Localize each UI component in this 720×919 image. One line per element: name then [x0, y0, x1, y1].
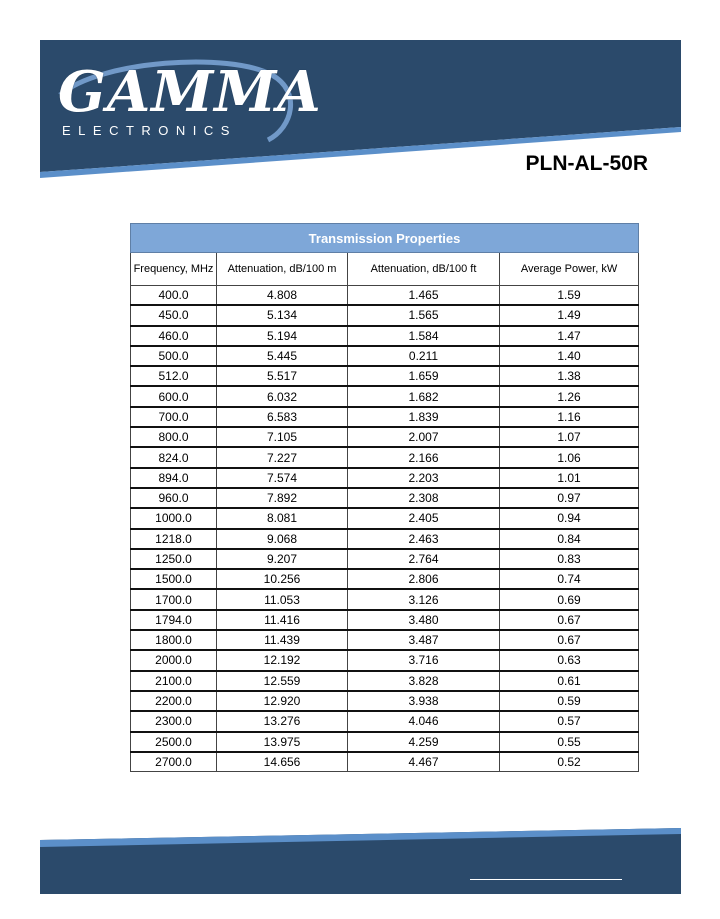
attenuation-m-cell: 8.081: [217, 508, 348, 528]
table-row: [131, 488, 639, 508]
table-row: [131, 427, 639, 447]
average-power-cell: 1.06: [500, 447, 639, 467]
attenuation-m-cell: 11.439: [217, 630, 348, 650]
frequency-cell: 600.0: [131, 386, 217, 406]
attenuation-ft-cell: 2.463: [348, 529, 500, 549]
table-row: [131, 650, 639, 670]
table-row: [131, 386, 639, 406]
frequency-cell: 960.0: [131, 488, 217, 508]
attenuation-ft-cell: 0.211: [348, 346, 500, 366]
attenuation-ft-cell: 2.203: [348, 468, 500, 488]
average-power-cell: 0.94: [500, 508, 639, 528]
column-header-average-power: Average Power, kW: [500, 253, 639, 286]
frequency-cell: 2000.0: [131, 650, 217, 670]
attenuation-ft-cell: 2.166: [348, 447, 500, 467]
frequency-cell: 1794.0: [131, 610, 217, 630]
frequency-cell: 700.0: [131, 407, 217, 427]
column-header-attenuation-m: Attenuation, dB/100 m: [217, 253, 348, 286]
attenuation-m-cell: 11.416: [217, 610, 348, 630]
frequency-cell: 824.0: [131, 447, 217, 467]
attenuation-m-cell: 11.053: [217, 589, 348, 609]
table-row: [131, 286, 639, 306]
average-power-cell: 0.67: [500, 610, 639, 630]
average-power-cell: 0.55: [500, 732, 639, 752]
attenuation-ft-cell: 3.938: [348, 691, 500, 711]
attenuation-ft-cell: 1.659: [348, 366, 500, 386]
column-header-attenuation-ft: Attenuation, dB/100 ft: [348, 253, 500, 286]
frequency-cell: 2200.0: [131, 691, 217, 711]
average-power-cell: 0.74: [500, 569, 639, 589]
frequency-cell: 400.0: [131, 286, 217, 306]
table-row: [131, 630, 639, 650]
frequency-cell: 1800.0: [131, 630, 217, 650]
frequency-cell: 2100.0: [131, 671, 217, 691]
table-row: [131, 691, 639, 711]
frequency-cell: 512.0: [131, 366, 217, 386]
average-power-cell: 0.57: [500, 711, 639, 731]
average-power-cell: 0.84: [500, 529, 639, 549]
attenuation-m-cell: 5.517: [217, 366, 348, 386]
attenuation-m-cell: 5.134: [217, 305, 348, 325]
attenuation-m-cell: 5.445: [217, 346, 348, 366]
average-power-cell: 0.83: [500, 549, 639, 569]
attenuation-ft-cell: 2.764: [348, 549, 500, 569]
frequency-cell: 1500.0: [131, 569, 217, 589]
table-row: [131, 326, 639, 346]
attenuation-ft-cell: 1.584: [348, 326, 500, 346]
table-row: [131, 346, 639, 366]
attenuation-m-cell: 12.920: [217, 691, 348, 711]
table-row: [131, 671, 639, 691]
attenuation-ft-cell: 2.405: [348, 508, 500, 528]
attenuation-m-cell: 4.808: [217, 286, 348, 306]
attenuation-m-cell: 13.276: [217, 711, 348, 731]
average-power-cell: 0.52: [500, 752, 639, 772]
attenuation-m-cell: 9.207: [217, 549, 348, 569]
attenuation-ft-cell: 3.480: [348, 610, 500, 630]
product-code: PLN-AL-50R: [525, 152, 648, 175]
column-header-frequency: Frequency, MHz: [131, 253, 217, 286]
frequency-cell: 500.0: [131, 346, 217, 366]
average-power-cell: 1.07: [500, 427, 639, 447]
attenuation-ft-cell: 4.259: [348, 732, 500, 752]
footer-banner: [40, 826, 681, 894]
attenuation-m-cell: 9.068: [217, 529, 348, 549]
attenuation-ft-cell: 1.565: [348, 305, 500, 325]
attenuation-ft-cell: 3.716: [348, 650, 500, 670]
attenuation-m-cell: 7.105: [217, 427, 348, 447]
average-power-cell: 0.59: [500, 691, 639, 711]
brand-logo: GAMMA: [58, 59, 322, 125]
frequency-cell: 2500.0: [131, 732, 217, 752]
attenuation-ft-cell: 4.467: [348, 752, 500, 772]
attenuation-ft-cell: 2.806: [348, 569, 500, 589]
table-row: [131, 549, 639, 569]
average-power-cell: 1.01: [500, 468, 639, 488]
attenuation-m-cell: 5.194: [217, 326, 348, 346]
table-row: [131, 508, 639, 528]
attenuation-m-cell: 6.583: [217, 407, 348, 427]
attenuation-ft-cell: 3.828: [348, 671, 500, 691]
frequency-cell: 460.0: [131, 326, 217, 346]
table-row: [131, 305, 639, 325]
table-row: [131, 468, 639, 488]
average-power-cell: 1.47: [500, 326, 639, 346]
average-power-cell: 1.59: [500, 286, 639, 306]
table-row: [131, 569, 639, 589]
average-power-cell: 1.40: [500, 346, 639, 366]
frequency-cell: 800.0: [131, 427, 217, 447]
table-row: [131, 711, 639, 731]
attenuation-m-cell: 12.559: [217, 671, 348, 691]
footer-divider: [470, 879, 622, 880]
average-power-cell: 1.38: [500, 366, 639, 386]
frequency-cell: 2300.0: [131, 711, 217, 731]
table-row: [131, 610, 639, 630]
attenuation-ft-cell: 2.007: [348, 427, 500, 447]
attenuation-m-cell: 7.574: [217, 468, 348, 488]
frequency-cell: 1700.0: [131, 589, 217, 609]
table-row: [131, 366, 639, 386]
average-power-cell: 0.69: [500, 589, 639, 609]
attenuation-ft-cell: 1.682: [348, 386, 500, 406]
frequency-cell: 2700.0: [131, 752, 217, 772]
average-power-cell: 1.49: [500, 305, 639, 325]
attenuation-ft-cell: 3.126: [348, 589, 500, 609]
attenuation-m-cell: 7.892: [217, 488, 348, 508]
attenuation-ft-cell: 2.308: [348, 488, 500, 508]
attenuation-m-cell: 7.227: [217, 447, 348, 467]
attenuation-m-cell: 6.032: [217, 386, 348, 406]
attenuation-ft-cell: 3.487: [348, 630, 500, 650]
average-power-cell: 0.97: [500, 488, 639, 508]
average-power-cell: 1.26: [500, 386, 639, 406]
frequency-cell: 1000.0: [131, 508, 217, 528]
attenuation-ft-cell: 1.839: [348, 407, 500, 427]
table-row: [131, 732, 639, 752]
transmission-properties-table: [130, 223, 638, 772]
table-row: [131, 447, 639, 467]
average-power-cell: 0.63: [500, 650, 639, 670]
frequency-cell: 1218.0: [131, 529, 217, 549]
table-row: [131, 407, 639, 427]
attenuation-ft-cell: 4.046: [348, 711, 500, 731]
attenuation-m-cell: 10.256: [217, 569, 348, 589]
average-power-cell: 1.16: [500, 407, 639, 427]
table-row: [131, 529, 639, 549]
frequency-cell: 894.0: [131, 468, 217, 488]
table-row: [131, 752, 639, 772]
table-body: [131, 286, 639, 772]
table-title: Transmission Properties: [131, 224, 639, 253]
attenuation-m-cell: 14.656: [217, 752, 348, 772]
attenuation-ft-cell: 1.465: [348, 286, 500, 306]
attenuation-m-cell: 12.192: [217, 650, 348, 670]
brand-subtitle: ELECTRONICS: [62, 123, 237, 138]
frequency-cell: 450.0: [131, 305, 217, 325]
attenuation-m-cell: 13.975: [217, 732, 348, 752]
frequency-cell: 1250.0: [131, 549, 217, 569]
table-row: [131, 589, 639, 609]
average-power-cell: 0.67: [500, 630, 639, 650]
average-power-cell: 0.61: [500, 671, 639, 691]
